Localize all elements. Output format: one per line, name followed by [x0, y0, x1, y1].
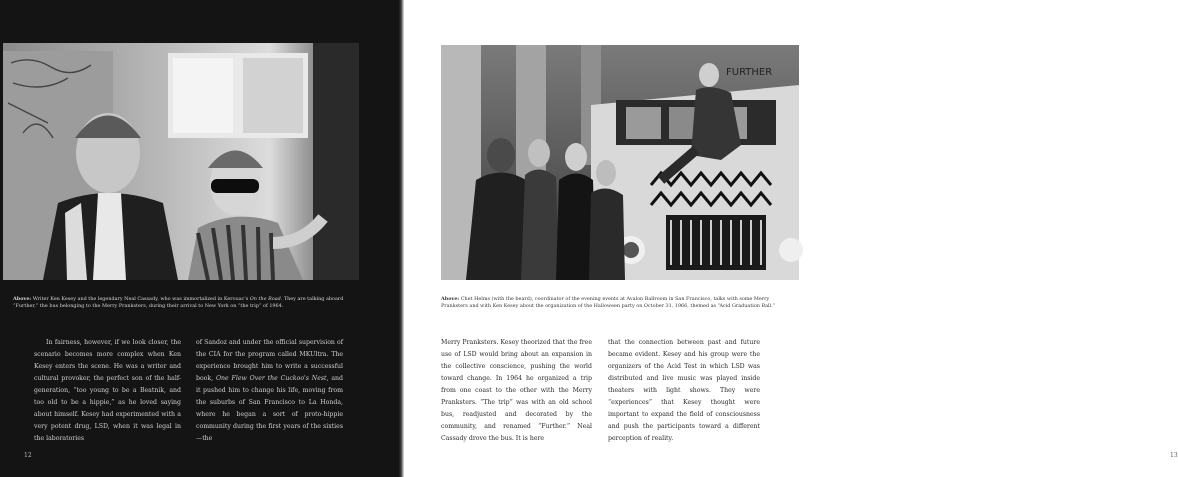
body-column-3 [441, 337, 592, 445]
photo-chet-helms-bus [441, 45, 799, 280]
paragraph: Merry Pranksters. Kesey theorized that the free use of LSD would bring about an expansion in the collective conscience, pushing the world toward change. In 1964 he organized a trip from one coast to the other with the Merry Pranksters. “The trip” was with an old school bus, readjusted and decorated by the community, and renamed “Further.” Neal Cassady drove the bus. It is here [441, 339, 592, 443]
caption-left [13, 296, 358, 310]
photo-kesey-cassady [3, 43, 359, 280]
paragraph-text: of Sandoz and under the official supervision of the CIA for the program called MKUltra. The experience brought him to write a successful book, [196, 339, 343, 383]
body-column-4 [608, 337, 760, 445]
caption-lead: Above: [441, 296, 460, 302]
body-column-2 [196, 337, 343, 445]
caption-right [441, 296, 791, 310]
right-page [400, 0, 1178, 477]
book-title: One Flew Over the Cuckoo's Nest [215, 375, 327, 383]
page-number-right: 13 [1170, 452, 1178, 459]
caption-book-title: On the Road [249, 296, 281, 302]
caption-lead: Above: [13, 296, 32, 302]
body-column-1 [34, 337, 181, 445]
caption-text: Writer Ken Kesey and the legendary Neal Cassady, who was immortalized in Kerouac's [31, 296, 250, 302]
left-page [0, 0, 400, 477]
paragraph: In fairness, however, if we look closer, the scenario becomes more complex when Ken Kesey enters the scene. He was a writer and cultural provoker, the perfect son of the half-generation, “too young to be a Beatnik, and too old to be a hippie,” as he loved saying about himself. Kesey had experimented with a very potent drug, LSD, when it was legal in the laboratories [34, 339, 181, 443]
page-number-left: 12 [24, 452, 32, 459]
paragraph: that the connection between past and future became evident. Kesey and his group were the organizers of the Acid Test in which LSD was distributed and live music was played inside theaters with light shows. They were “experiences” that Kesey thought were important to expand the field of consciousness and push the participants toward a different perception of reality. [608, 339, 760, 443]
paragraph-text: , and it pushed him to change his life, moving from the suburbs of San Francisco to La Honda, where he began a sort of proto-hippie community during the first years of the sixties—the [196, 375, 343, 443]
paragraph [196, 337, 343, 445]
book-gutter [398, 0, 404, 477]
caption-text: Chet Helms (with the beard), coordinator of the evening events at Avalon Ballroom in San Francisco, talks with some Merry Pranksters and with Ken Kesey about the organization of the Halloween party on October 31, 1966, themed as “Acid Graduation Ball.” [441, 296, 776, 310]
caption-text: . They are talking aboard “Further,” the bus belonging to the Merry Pranksters, during their arrival to New York on “the trip” of 1964. [13, 296, 344, 310]
photo-chet-helms-bus-image [441, 45, 799, 280]
photo-kesey-cassady-image [3, 43, 359, 280]
bus-sign: FURTHER [726, 67, 773, 78]
